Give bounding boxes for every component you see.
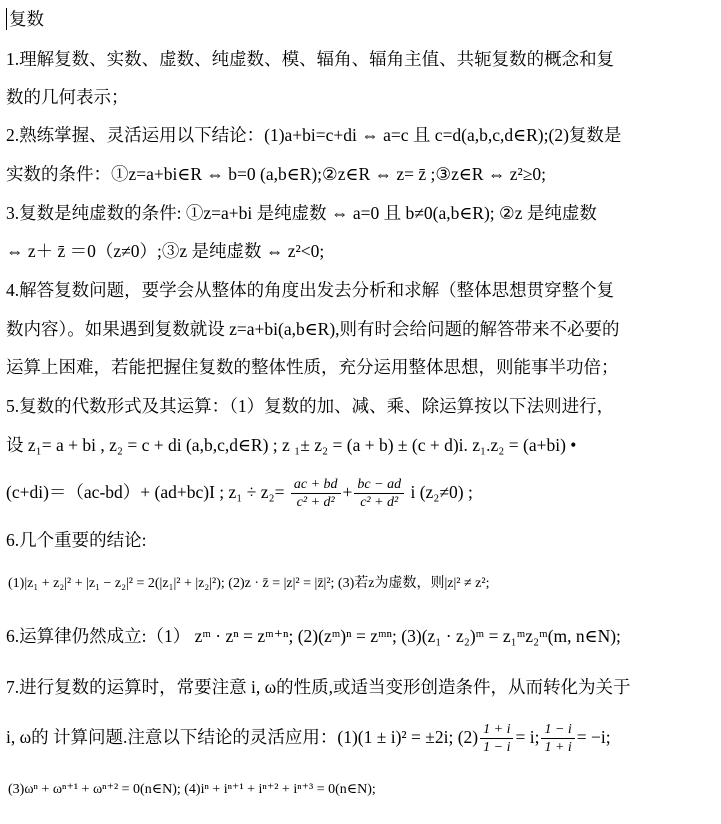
plus-sign: + [342, 482, 353, 502]
fraction-denominator: 1 + i [544, 740, 572, 756]
paragraph-line: 7.进行复数的运算时，常要注意 i, ω的性质,或适当变形创造条件，从而转化为关于 [6, 677, 631, 697]
formula-line: 6.运算律仍然成立:（1） zᵐ · zⁿ = zᵐ⁺ⁿ; (2)(zᵐ)ⁿ = zᵐⁿ; (3)(z₁ · z₂)ᵐ = z₁ᵐz₂ᵐ(m, n∈N); [6, 626, 621, 646]
paragraph-line: 4.解答复数问题，要学会从整体的角度出发去分析和求解（整体思想贯穿整个复 [6, 280, 615, 300]
fraction-denominator: c² + d² [296, 495, 335, 511]
fraction [541, 721, 574, 756]
document-title: 复数 [9, 9, 44, 29]
paragraph-line: 运算上困难，若能把握住复数的整体性质，充分运用整体思想，则能事半功倍； [6, 357, 619, 377]
fraction-imag [354, 476, 404, 511]
text-cursor [6, 8, 7, 30]
paragraph-line: ⇔ z＋ z̄ ＝0（z≠0）;③z 是纯虚数 ⇔ z²<0; [6, 241, 325, 261]
fraction-denominator: 1 − i [483, 740, 511, 756]
formula-text: = −i; [576, 727, 611, 747]
fraction-numerator: bc − ad [354, 476, 404, 494]
division-formula-line [6, 472, 473, 512]
formula-text: i (z₂≠0) ; [410, 482, 473, 502]
formula-text: = i; [515, 727, 540, 747]
paragraph-line: 数内容）。如果遇到复数就设 z=a+bi(a,b∈R),则有时会给问题的解答带来不必要的 [6, 319, 620, 339]
paragraph-line: 设 z₁= a + bi , z₂ = c + di (a,b,c,d∈R) ; z ₁± z₂ = (a + b) ± (c + d)i. z₁.z₂ = (a+bi) • [6, 435, 577, 455]
formula-text: (c+di)＝（ac-bd）+ (ad+bc)I ; z₁ ÷ z₂= [6, 482, 285, 502]
paragraph-line: 5.复数的代数形式及其运算：（1）复数的加、减、乘、除运算按以下法则进行， [6, 396, 615, 416]
formula-line: (1)|z₁ + z₂|² + |z₁ − z₂|² = 2(|z₁|² + |z₂|²); (2)z · z̄ = |z|² = |z̄|²; (3)若z为虚数，则|z|² ≠ z²; [8, 576, 490, 591]
paragraph-line: 2.熟练掌握、灵活运用以下结论：(1)a+bi=c+di ⇔ a=c 且 c=d(a,b,c,d∈R);(2)复数是 [6, 125, 622, 145]
section-heading: 6.几个重要的结论: [6, 530, 147, 550]
formula-text: i, ω的 计算问题.注意以下结论的灵活应用：(1)(1 ± i)² = ±2i; (2) [6, 727, 479, 747]
paragraph-line: 3.复数是纯虚数的条件: ①z=a+bi 是纯虚数 ⇔ a=0 且 b≠0(a,b∈R); ②z 是纯虚数 [6, 203, 597, 223]
fraction-real [291, 476, 341, 511]
fraction-numerator: 1 + i [480, 721, 513, 739]
paragraph-line: 实数的条件：①z=a+bi∈R ⇔ b=0 (a,b∈R);②z∈R ⇔ z= z̄ ;③z∈R ⇔ z²≥0; [6, 164, 546, 184]
paragraph-line: 数的几何表示； [6, 87, 129, 107]
formula-line-fractions [6, 717, 611, 757]
paragraph-line: 1.理解复数、实数、虚数、纯虚数、模、辐角、辐角主值、共轭复数的概念和复 [6, 49, 615, 69]
formula-line: (3)ωⁿ + ωⁿ⁺¹ + ωⁿ⁺² = 0(n∈N); (4)iⁿ + iⁿ⁺¹ + iⁿ⁺² + iⁿ⁺³ = 0(n∈N); [8, 782, 376, 797]
fraction-numerator: ac + bd [291, 476, 341, 494]
fraction-denominator: c² + d² [360, 495, 399, 511]
fraction [480, 721, 513, 756]
fraction-numerator: 1 − i [541, 721, 574, 739]
